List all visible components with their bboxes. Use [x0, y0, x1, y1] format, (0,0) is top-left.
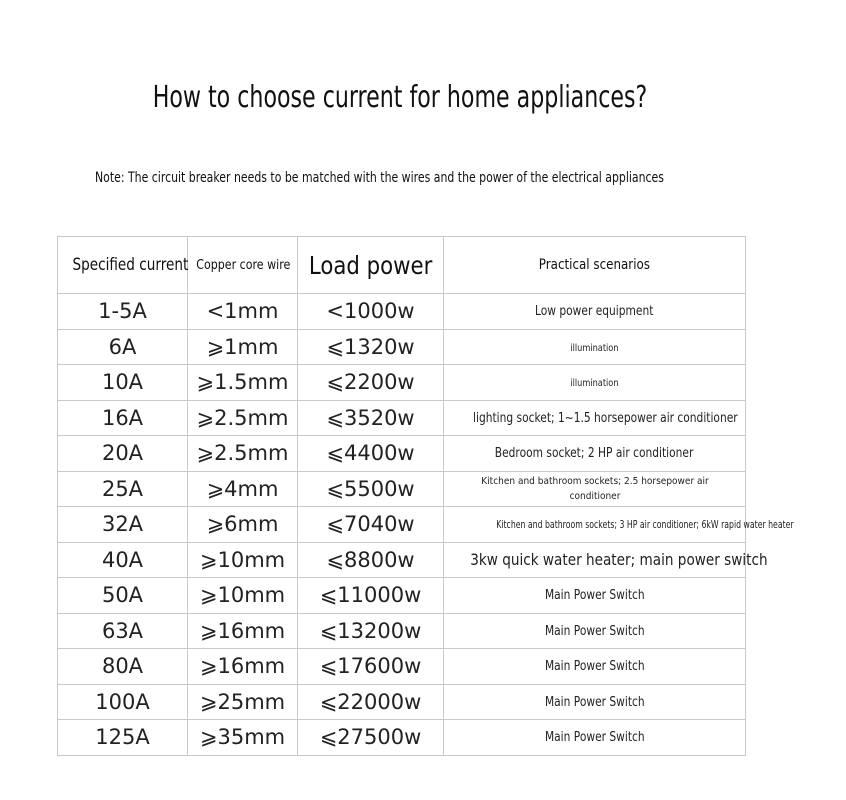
- table-row: [58, 294, 746, 330]
- table-row: [58, 365, 746, 401]
- header-specified-current: Specified current: [58, 237, 188, 294]
- current-selection-table: [57, 236, 794, 756]
- page-title: How to choose current for home appliances?: [152, 80, 648, 115]
- table-row: [58, 684, 746, 720]
- cell-wire: <1mm: [188, 294, 298, 330]
- cell-wire: ⩾2.5mm: [188, 436, 298, 472]
- cell-wire: ⩾1.5mm: [188, 365, 298, 401]
- cell-scenario: 3kw quick water heater; main power switch: [444, 542, 746, 578]
- cell-wire: ⩾4mm: [188, 471, 298, 507]
- cell-current: 40A: [58, 542, 188, 578]
- table-row: [58, 507, 746, 543]
- note-text: Note: The circuit breaker needs to be matched with the wires and the power of the electrical appliances: [95, 170, 664, 186]
- cell-power: ⩽2200w: [298, 365, 444, 401]
- cell-scenario: Main Power Switch: [444, 613, 746, 649]
- cell-power: <1000w: [298, 294, 444, 330]
- cell-wire: ⩾6mm: [188, 507, 298, 543]
- cell-scenario: Main Power Switch: [444, 649, 746, 685]
- cell-wire: ⩾10mm: [188, 578, 298, 614]
- cell-wire: ⩾35mm: [188, 720, 298, 756]
- cell-scenario: lighting socket; 1~1.5 horsepower air conditioner: [444, 400, 746, 436]
- cell-scenario: Main Power Switch: [444, 720, 746, 756]
- table-header-row: [58, 237, 746, 294]
- cell-wire: ⩾2.5mm: [188, 400, 298, 436]
- header-copper-core-wire: Copper core wire: [188, 237, 298, 294]
- cell-current: 125A: [58, 720, 188, 756]
- header-load-power: Load power: [298, 237, 444, 294]
- cell-current: 100A: [58, 684, 188, 720]
- cell-current: 25A: [58, 471, 188, 507]
- cell-power: ⩽1320w: [298, 329, 444, 365]
- table-row: [58, 471, 746, 507]
- cell-power: ⩽3520w: [298, 400, 444, 436]
- cell-power: ⩽17600w: [298, 649, 444, 685]
- cell-power: ⩽13200w: [298, 613, 444, 649]
- table-row: [58, 613, 746, 649]
- cell-scenario: Main Power Switch: [444, 684, 746, 720]
- cell-current: 6A: [58, 329, 188, 365]
- table-row: [58, 542, 746, 578]
- cell-wire: ⩾10mm: [188, 542, 298, 578]
- cell-current: 20A: [58, 436, 188, 472]
- cell-current: 10A: [58, 365, 188, 401]
- cell-current: 80A: [58, 649, 188, 685]
- cell-wire: ⩾25mm: [188, 684, 298, 720]
- cell-current: 32A: [58, 507, 188, 543]
- cell-scenario: illumination: [444, 365, 746, 401]
- cell-scenario: Kitchen and bathroom sockets; 3 HP air conditioner; 6kW rapid water heater: [444, 507, 746, 543]
- table-row: [58, 649, 746, 685]
- cell-power: ⩽22000w: [298, 684, 444, 720]
- header-practical-scenarios: Practical scenarios: [444, 237, 746, 294]
- cell-current: 16A: [58, 400, 188, 436]
- cell-scenario: Kitchen and bathroom sockets; 2.5 horsepower air conditioner: [444, 471, 746, 507]
- cell-scenario: illumination: [444, 329, 746, 365]
- cell-wire: ⩾16mm: [188, 649, 298, 685]
- cell-current: 1-5A: [58, 294, 188, 330]
- cell-wire: ⩾16mm: [188, 613, 298, 649]
- cell-current: 63A: [58, 613, 188, 649]
- cell-scenario: Low power equipment: [444, 294, 746, 330]
- table-row: [58, 436, 746, 472]
- cell-power: ⩽5500w: [298, 471, 444, 507]
- cell-power: ⩽11000w: [298, 578, 444, 614]
- table-row: [58, 720, 746, 756]
- table-row: [58, 329, 746, 365]
- cell-wire: ⩾1mm: [188, 329, 298, 365]
- cell-power: ⩽8800w: [298, 542, 444, 578]
- cell-power: ⩽4400w: [298, 436, 444, 472]
- cell-current: 50A: [58, 578, 188, 614]
- cell-scenario: Bedroom socket; 2 HP air conditioner: [444, 436, 746, 472]
- table-row: [58, 578, 746, 614]
- cell-scenario: Main Power Switch: [444, 578, 746, 614]
- cell-power: ⩽27500w: [298, 720, 444, 756]
- cell-power: ⩽7040w: [298, 507, 444, 543]
- table-row: [58, 400, 746, 436]
